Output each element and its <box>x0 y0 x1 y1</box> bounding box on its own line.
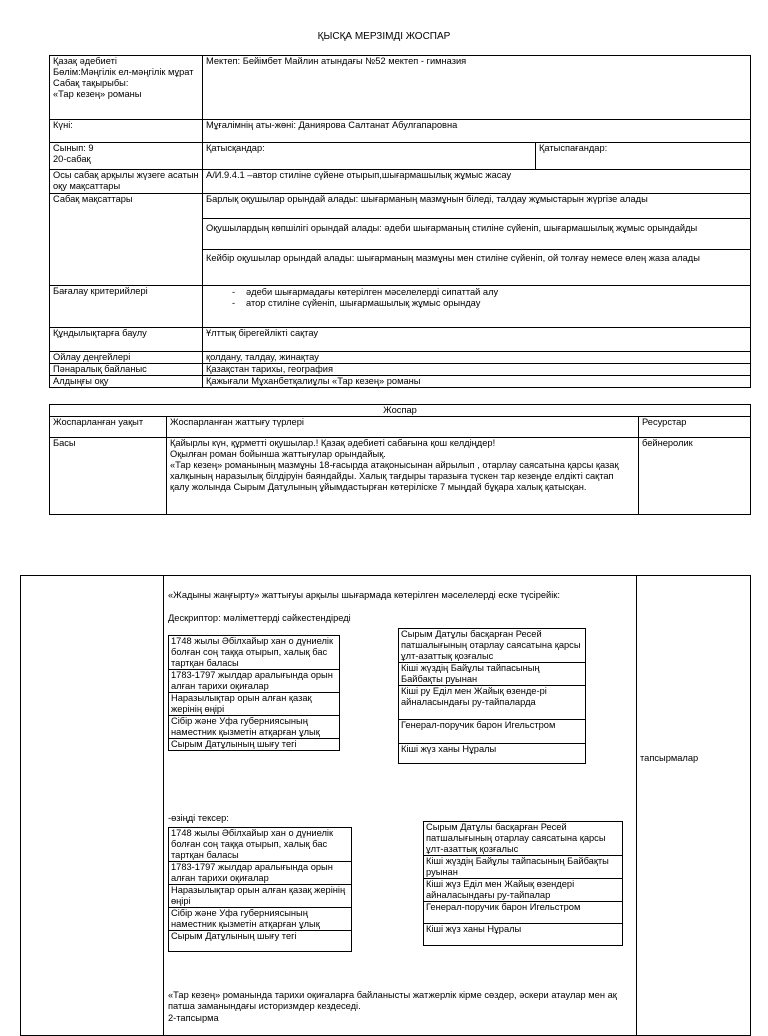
match-left-box-2 <box>168 827 352 952</box>
match-item: Сырым Датұлының шығу тегі <box>171 739 297 749</box>
criteria-label: Бағалау критерийлері <box>50 286 203 328</box>
task2-label: 2-тапсырма <box>168 1013 219 1023</box>
teacher-cell: Мұғалімнің аты-жөні: Даниярова Салтанат Абулгапаровна <box>203 120 751 143</box>
page2-resource-cell <box>637 576 751 1036</box>
match-right-box-2 <box>423 821 623 946</box>
values-cell: Ұлттық бірегейлікті сақтау <box>203 328 751 352</box>
task-intro: «Жадыны жаңғырту» жаттығуы арқылы шығармада көтерілген мәселелерді еске түсірейік: <box>168 590 560 600</box>
match-item: 1748 жылы Әбілхайыр хан о дүниелік болған соң таққа отырып, халық бас тартқан баласы <box>169 828 351 862</box>
match-item: 1783-1797 жылдар аралығында орын алған тарихи оқиғалар <box>169 670 339 693</box>
match-item: 1783-1797 жылдар аралығында орын алған тарихи оқиғалар <box>169 862 351 885</box>
match-item: Генерал-поручик барон Игельстром <box>399 720 585 744</box>
thinking-label: Ойлау деңгейлері <box>50 352 203 364</box>
goal-most: Оқушылардың көпшілігі орындай алады: әдеби шығарманың стиліне сүйеніп, шығармашылық жұмыс орындайды <box>203 219 751 250</box>
match-item: Сібір және Уфа губерниясының наместник қызметін атқарған ұлық <box>169 908 351 931</box>
page2-stage-cell <box>21 576 164 1036</box>
school-cell: Мектеп: Бейімбет Майлин атындағы №52 мектеп - гимназия <box>203 56 751 120</box>
col-resources: Ресурстар <box>639 417 751 438</box>
goal-all: Барлық оқушылар орындай алады: шығарманың мазмұнын біледі, талдау жұмыстарын жүргізе алады <box>203 194 751 219</box>
plan-table <box>49 404 751 515</box>
match-item: Наразылықтар орын алған қазақ жерінің өңірі <box>169 885 351 908</box>
page2-resource: тапсырмалар <box>640 753 699 763</box>
goals-label: Сабақ мақсаттары <box>50 194 203 286</box>
page-title: ҚЫСҚА МЕРЗІМДІ ЖОСПАР <box>317 31 451 42</box>
subject-cell: Қазақ әдебиеті Бөлім:Мәңгілік ел-мәңгілік мұрат Сабақ тақырыбы: «Тар кезең» романы <box>50 56 203 120</box>
match-item: Сібір және Уфа губерниясының наместник қызметін атқарған ұлық <box>169 716 339 739</box>
cross-cell: Қазақстан тарихы, география <box>203 364 751 376</box>
col-activity: Жоспарланған жаттығу түрлері <box>167 417 639 438</box>
criteria-item: - атор стиліне сүйеніп, шығармашылық жұмыс орындау <box>246 298 747 309</box>
descriptor: Дескриптор: мәліметтерді сәйкестендіреді <box>168 613 351 623</box>
stage-cell: Басы <box>50 438 167 515</box>
page2-table <box>20 575 751 1036</box>
cross-label: Пәнаралық байланыс <box>50 364 203 376</box>
intro-resource: бейнеролик <box>639 438 751 515</box>
match-item: Кіші жүздің Байұлы тайпасының Байбақты руынан <box>424 856 622 879</box>
task2-text: «Тар кезең» романында тарихи оқиғаларға байланысты жатжерлік кірме сөздер, әскери атаулар мен ақ патша заманындағы историзмдер кездеседі. <box>168 990 617 1011</box>
match-item: Кіші жүздің Байұлы тайпасының Байбақты руынан <box>399 663 585 686</box>
thinking-cell: қолдану, талдау, жинақтау <box>203 352 751 364</box>
match-right-box-1 <box>398 628 586 764</box>
match-item: Сырым Датұлының шығу тегі <box>171 931 297 941</box>
objective-label: Осы сабақ арқылы жүзеге асатын оқу мақсаттары <box>50 170 203 194</box>
col-time: Жоспарланған уақыт <box>50 417 167 438</box>
lesson-header-table <box>49 55 751 388</box>
match-item: Сырым Датұлы басқарған Ресей патшалығының отарлау саясатына қарсы ұлт-азаттық қозғалыс <box>424 822 622 856</box>
match-item: Кіші жүз ханы Нұралы <box>426 924 522 934</box>
goal-some: Кейбір оқушылар орындай алады: шығарманың мазмұны мен стиліне сүйеніп, ой толғау немесе өлең жаза алады <box>203 250 751 286</box>
match-item: 1748 жылы Әбілхайыр хан о дүниелік болған соң таққа отырып, халық бас тартқан баласы <box>169 636 339 670</box>
criteria-item: - әдеби шығармадағы көтерілген мәселелерді сипаттай алу <box>246 287 747 298</box>
date-label: Күні: <box>50 120 203 143</box>
match-left-box-1 <box>168 635 340 751</box>
present-cell: Қатысқандар: <box>203 143 536 170</box>
selfcheck-label: -өзіңді тексер: <box>168 813 229 823</box>
plan-label: Жоспар <box>50 405 751 417</box>
match-item: Кіші жүз ханы Нұралы <box>401 744 497 754</box>
values-label: Құндылықтарға баулу <box>50 328 203 352</box>
absent-cell: Қатыспағандар: <box>536 143 751 170</box>
match-item: Наразылықтар орын алған қазақ жерінің өңірі <box>169 693 339 716</box>
prior-label: Алдыңғы оқу <box>50 376 203 388</box>
objective-cell: А/И.9.4.1 –автор стиліне сүйене отырып,шығармашылық жұмыс жасау <box>203 170 751 194</box>
match-item: Кіші жүз Еділ мен Жайық өзендері айналасындағы ру-тайпалар <box>424 879 622 902</box>
intro-cell: Қайырлы күн, құрметті оқушылар.! Қазақ әдебиеті сабағына қош келдіңдер! Оқылған роман бойынша жаттығулар орындайық. «Тар кезең» романының мазмұны 18-ғасырда атақонысынан айрылып , отарлау саясатына қарсы қазақ халқының наразылық білдіруін баяндайды. Халық тағдыры таразыға түскен тар кезеңде елдікті сақтап қалу жолында Сырым Датұлының ұйымдастырған көтеріліске 7 мыңдай бұқара халық қатысқан. <box>167 438 639 515</box>
match-item: Кіші ру Еділ мен Жайық өзенде-рі айналасындағы ру-тайпаларда <box>399 686 585 720</box>
criteria-cell <box>203 286 751 328</box>
prior-cell: Қажығали Мұханбетқалиұлы «Тар кезең» романы <box>203 376 751 388</box>
class-cell: Сынып: 9 20-сабақ <box>50 143 203 170</box>
match-item: Сырым Датұлы басқарған Ресей патшалығының отарлау саясатына қарсы ұлт-азаттық қозғалыс <box>399 629 585 663</box>
match-item: Генерал-поручик барон Игельстром <box>424 902 622 924</box>
